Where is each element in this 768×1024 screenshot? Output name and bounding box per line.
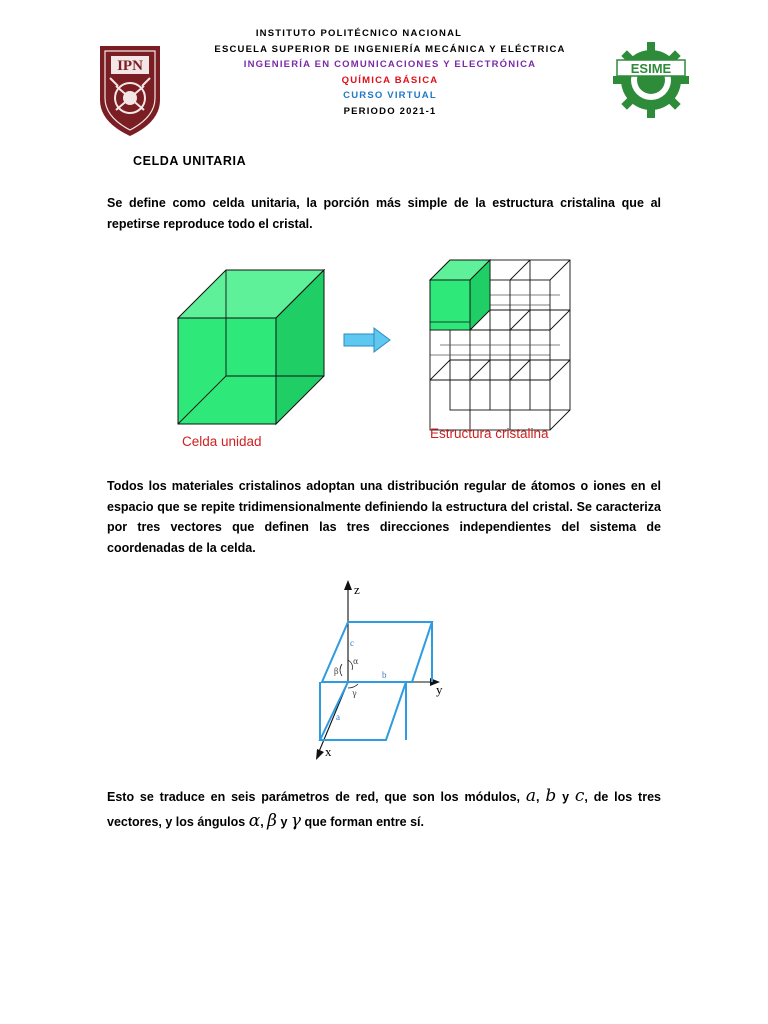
x-axis-arrowhead xyxy=(316,749,324,760)
header-course: QUÍMICA BÁSICA xyxy=(341,74,439,86)
beta-label: β xyxy=(334,667,339,676)
vector-a-label: a xyxy=(336,712,340,722)
unit-cell-figure xyxy=(168,252,592,452)
vector-b-label: b xyxy=(382,670,387,680)
z-axis-arrowhead xyxy=(344,580,352,590)
crystal-structure-grid xyxy=(430,260,570,430)
p3-text-1: Esto se traduce en seis parámetros de red, que son los módulos, xyxy=(107,790,526,804)
symbol-c: c xyxy=(574,786,585,806)
symbol-a: a xyxy=(525,786,536,806)
p3-sep-1: , xyxy=(536,790,546,804)
crystal-structure-label: Estructura cristalina xyxy=(430,426,549,441)
p3-sep-3: , xyxy=(260,815,268,829)
p3-sep-4: y xyxy=(276,815,291,829)
header-period: PERIODO 2021-1 xyxy=(343,105,437,117)
arrow-icon xyxy=(344,328,390,352)
p3-text-3: que forman entre sí. xyxy=(301,815,425,829)
unit-cell-label: Celda unidad xyxy=(182,434,262,449)
p3-sep-2: y xyxy=(556,790,575,804)
header-institution: INSTITUTO POLITÉCNICO NACIONAL xyxy=(255,28,463,39)
alpha-label: α xyxy=(353,657,359,666)
gamma-label: γ xyxy=(352,689,357,698)
header-career: INGENIERÍA EN COMUNICACIONES Y ELECTRÓNICA xyxy=(243,59,537,70)
paragraph-lattice: Todos los materiales cristalinos adoptan una distribución regular de átomos o iones en el espacio que se repite tridimensionalmente definiendo la estructura del cristal. Se caracteriza por tres vectores que definen las tres direcciones independientes del sistema de coordenadas de la celda. xyxy=(107,479,661,555)
paragraph-lattice-parameters xyxy=(107,784,661,834)
esime-logo-text: ESIME xyxy=(630,61,672,76)
symbol-alpha: α xyxy=(248,811,261,831)
paragraph-definition: Se define como celda unitaria, la porción más simple de la estructura cristalina que al repetirse reproduce todo el cristal. xyxy=(107,196,661,231)
ipn-logo-text: IPN xyxy=(117,58,143,74)
ipn-logo xyxy=(96,42,164,140)
symbol-b: b xyxy=(545,786,557,806)
esime-logo xyxy=(611,40,691,120)
axis-y-label: y xyxy=(436,682,443,697)
symbol-beta: β xyxy=(267,811,277,831)
symbol-gamma: γ xyxy=(290,811,302,831)
header-school: ESCUELA SUPERIOR DE INGENIERÍA MECÁNICA Y ELÉCTRICA xyxy=(214,43,566,55)
unit-cell-cube xyxy=(178,270,324,424)
cell-axes-figure xyxy=(302,574,462,766)
unit-cell-parallelepiped xyxy=(320,622,432,740)
header-mode: CURSO VIRTUAL xyxy=(343,90,437,101)
p3-text-2: , de los tres vectores, y los ángulos xyxy=(107,790,661,829)
axis-z-label: z xyxy=(354,582,360,597)
section-title: CELDA UNITARIA xyxy=(133,154,247,168)
axis-x-label: x xyxy=(325,744,332,759)
vector-c-label: c xyxy=(350,638,354,648)
